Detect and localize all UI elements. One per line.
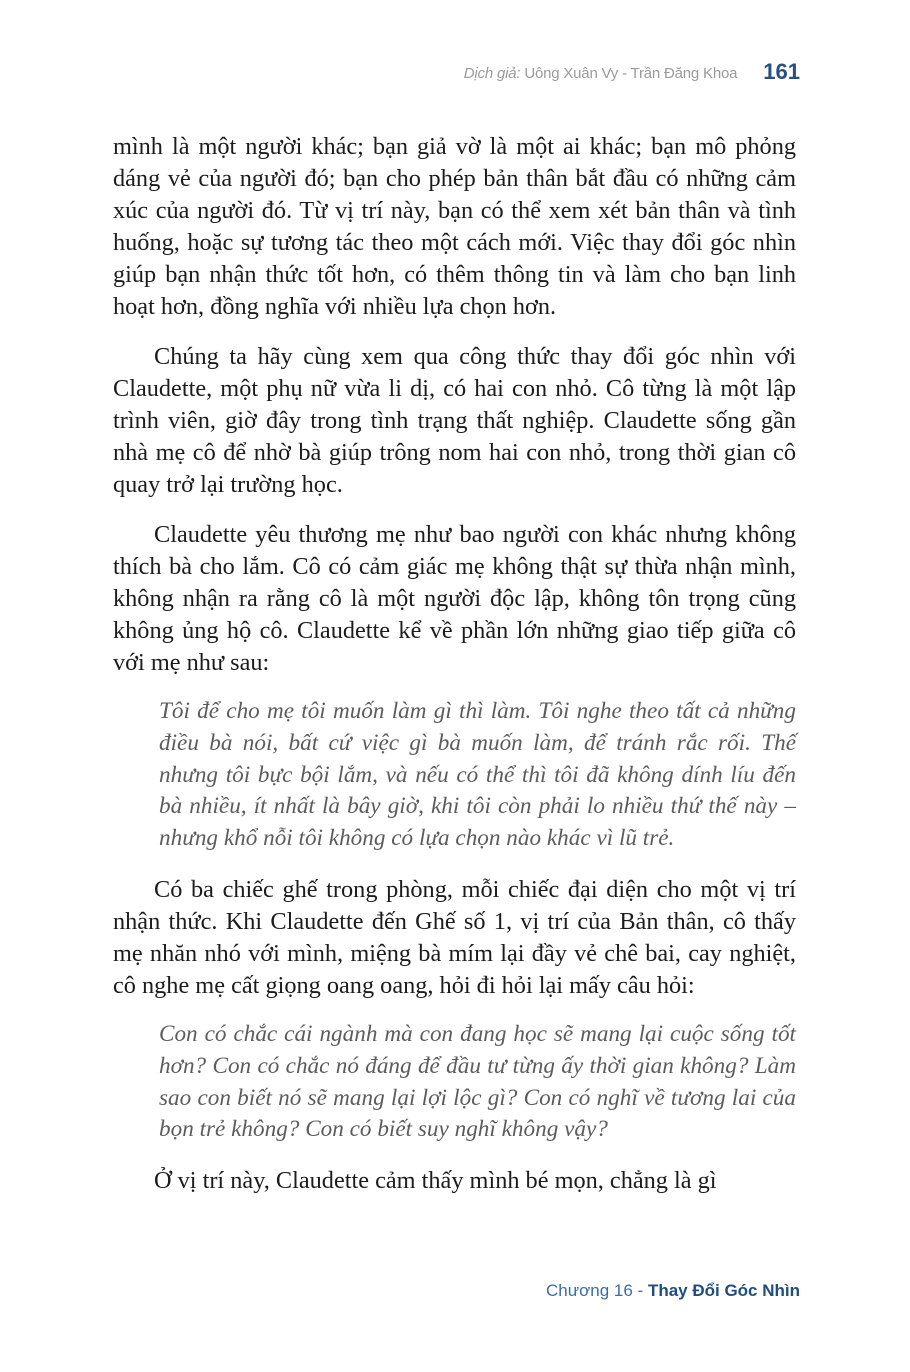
block-quote-2: Con có chắc cái ngành mà con đang học sẽ mang lại cuộc sống tốt hơn? Con có chắc nó đáng để đầu tư từng ấy thời gian không? Làm sao con biết nó sẽ mang lại lợi lộc gì? Con có nghĩ về tương lai của bọn trẻ không? Con có biết suy nghĩ không vậy?	[159, 1020, 796, 1143]
translator-credit	[464, 65, 737, 82]
translator-names: Uông Xuân Vy - Trần Đăng Khoa	[524, 65, 738, 82]
paragraph-1: mình là một người khác; bạn giả vờ là một ai khác; bạn mô phỏng dáng vẻ của người đó; bạn cho phép bản thân bắt đầu có những cảm xúc của người đó. Từ vị trí này, bạn có thể xem xét bản thân và tình huống, hoặc sự tương tác theo một cách mới. Việc thay đổi góc nhìn giúp bạn nhận thức tốt hơn, có thêm thông tin và làm cho bạn linh hoạt hơn, đồng nghĩa với nhiều lựa chọn hơn.	[113, 133, 796, 320]
running-footer	[546, 1281, 800, 1301]
page-number: 161	[763, 59, 800, 84]
block-quote-1: Tôi để cho mẹ tôi muốn làm gì thì làm. Tôi nghe theo tất cả những điều bà nói, bất cứ việc gì bà muốn làm, để tránh rắc rối. Thế nhưng tôi bực bội lắm, và nếu có thể thì tôi đã không dính líu đến bà nhiều, ít nhất là bây giờ, khi tôi còn phải lo nhiều thứ thế này – nhưng khổ nỗi tôi không có lựa chọn nào khác vì lũ trẻ.	[159, 698, 796, 852]
page-body	[113, 131, 796, 1197]
running-header	[0, 58, 800, 84]
paragraph-5: Ở vị trí này, Claudette cảm thấy mình bé mọn, chẳng là gì	[154, 1167, 717, 1195]
paragraph-4: Có ba chiếc ghế trong phòng, mỗi chiếc đại diện cho một vị trí nhận thức. Khi Claudette đến Ghế số 1, vị trí của Bản thân, cô thấy mẹ nhăn nhó với mình, miệng bà mím lại đầy vẻ chê bai, cay nghiệt, cô nghe mẹ cất giọng oang oang, hỏi đi hỏi lại mấy câu hỏi:	[113, 875, 796, 999]
chapter-title: Thay Đổi Góc Nhìn	[647, 1281, 800, 1300]
translator-label: Dịch giả:	[463, 65, 521, 82]
paragraph-3: Claudette yêu thương mẹ như bao người con khác nhưng không thích bà cho lắm. Cô có cảm giác mẹ không thật sự thừa nhận mình, không nhận ra rằng cô là một người độc lập, không tôn trọng cũng không ủng hộ cô. Claudette kể về phần lớn những giao tiếp giữa cô với mẹ như sau:	[113, 521, 796, 676]
chapter-label: Chương 16 -	[546, 1281, 644, 1300]
paragraph-2: Chúng ta hãy cùng xem qua công thức thay đổi góc nhìn với Claudette, một phụ nữ vừa li dị, có hai con nhỏ. Cô từng là một lập trình viên, giờ đây trong tình trạng thất nghiệp. Claudette sống gần nhà mẹ cô để nhờ bà giúp trông nom hai con nhỏ, trong thời gian cô quay trở lại trường học.	[113, 343, 796, 498]
